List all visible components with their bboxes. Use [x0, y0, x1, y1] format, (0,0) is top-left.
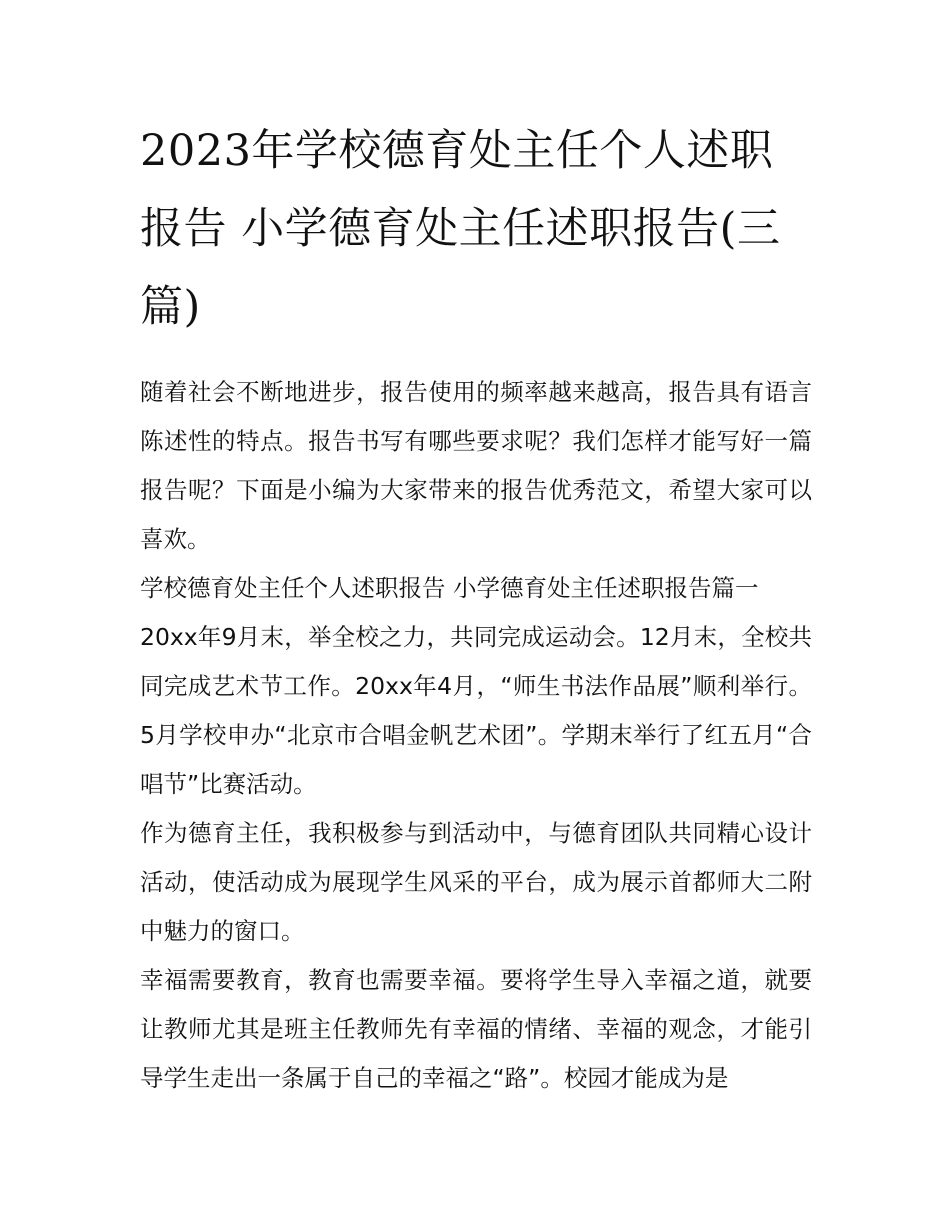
document-page	[140, 112, 812, 1103]
paragraph-section-heading: 学校德育处主任个人述职报告 小学德育处主任述职报告篇一	[140, 574, 759, 602]
document-title: 2023年学校德育处主任个人述职报告 小学德育处主任述职报告(三篇)	[140, 126, 781, 332]
paragraph-activities: 20xx年9月末，举全校之力，共同完成运动会。12月末，全校共同完成艺术节工作。20xx年4月，“师生书法作品展”顺利举行。5月学校申办“北京市合唱金帆艺术团”。学期末举行了红五月“合唱节”比赛活动。	[140, 623, 812, 798]
paragraph-role: 作为德育主任，我积极参与到活动中，与德育团队共同精心设计活动，使活动成为展现学生风采的平台，成为展示首都师大二附中魅力的窗口。	[140, 819, 812, 945]
paragraph-happiness: 幸福需要教育，教育也需要幸福。要将学生导入幸福之道，就要让教师尤其是班主任教师先有幸福的情绪、幸福的观念，才能引导学生走出一条属于自己的幸福之“路”。校园才能成为是	[140, 966, 812, 1092]
paragraph-intro: 随着社会不断地进步，报告使用的频率越来越高，报告具有语言陈述性的特点。报告书写有哪些要求呢？我们怎样才能写好一篇报告呢？下面是小编为大家带来的报告优秀范文，希望大家可以喜欢。	[140, 378, 812, 553]
